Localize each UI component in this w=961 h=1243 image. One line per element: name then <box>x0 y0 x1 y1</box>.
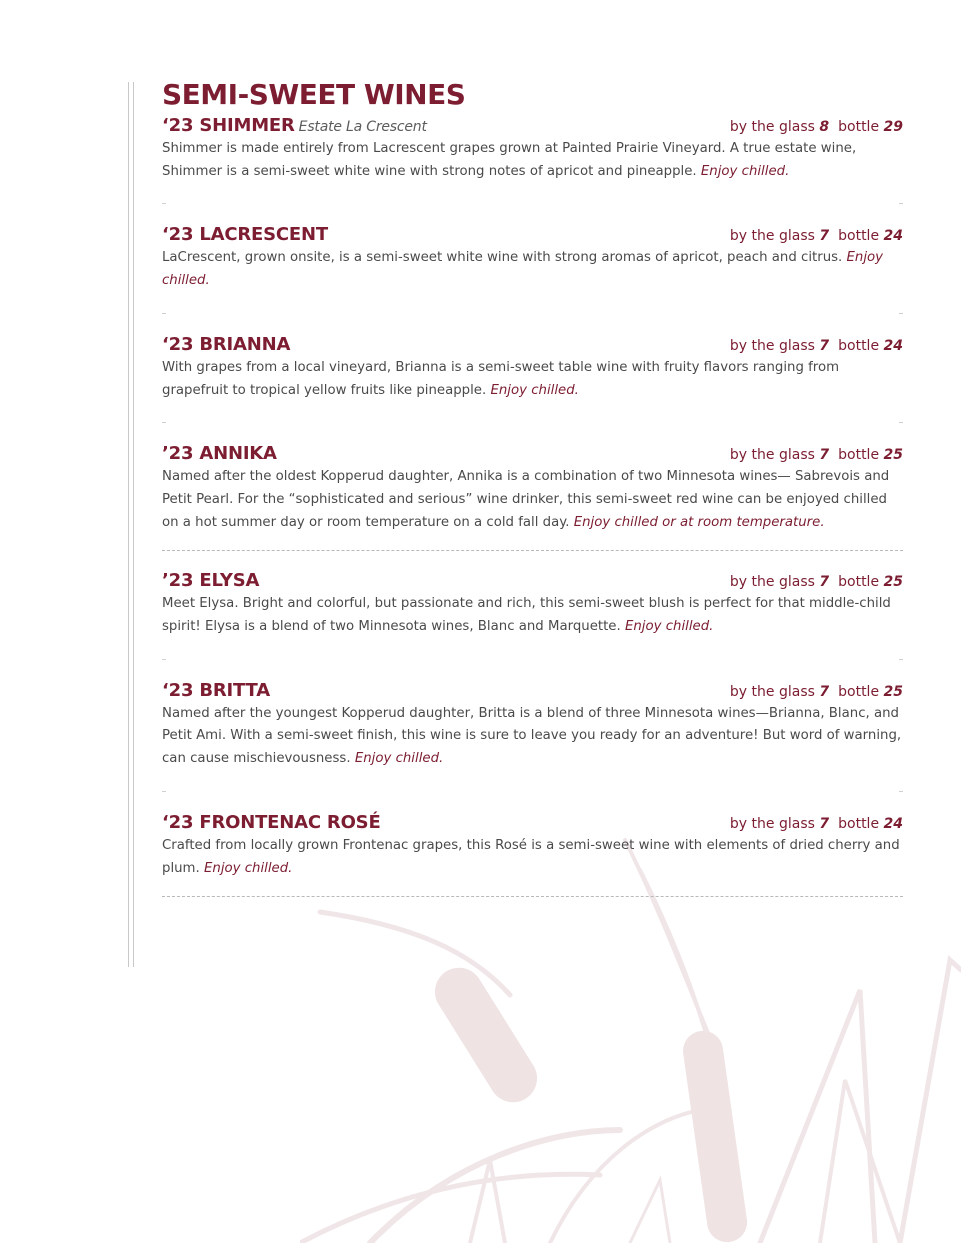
serving-note: Enjoy chilled or at room temperature. <box>573 514 825 530</box>
bottle-price: 25 <box>883 683 903 700</box>
serving-note: Enjoy chilled. <box>162 250 884 289</box>
wine-item-lacrescent <box>162 223 903 292</box>
glass-price: 7 <box>819 447 830 464</box>
margin-rule-left <box>128 82 129 967</box>
wine-item-elysa <box>162 569 903 638</box>
serving-note: Enjoy chilled. <box>624 619 714 635</box>
section-title: SEMI-SWEET WINES <box>162 78 466 111</box>
glass-price: 7 <box>819 228 830 245</box>
wine-name: ’23 ELYSA <box>162 570 260 592</box>
glass-price: 7 <box>819 815 830 832</box>
wine-description: Named after the oldest Kopperud daughter, Annika is a combination of two Minnesota wines— Sabrevois and Petit Pearl. For the “sophisticated and serious” wine drinker, this semi-sweet red wine can be enjoyed chilled on a hot summer day or room temperature on a cold fall day. Enjoy chilled or at room temperature. <box>162 469 890 530</box>
serving-note: Enjoy chilled. <box>203 860 293 876</box>
wine-description: Named after the youngest Kopperud daughter, Britta is a blend of three Minnesota wines—Brianna, Blanc, and Petit Ami. With a semi-sweet finish, this wine is sure to leave you ready for an adventure! But word of warning, can cause mischievousness. Enjoy chilled. <box>162 705 902 767</box>
wine-price: by the glass 7 bottle 24 <box>729 337 903 354</box>
wine-item-annika <box>162 442 903 534</box>
serving-note: Enjoy chilled. <box>354 751 444 767</box>
margin-rule-right <box>133 82 134 967</box>
glass-price: 7 <box>819 574 830 591</box>
serving-note: Enjoy chilled. <box>700 163 790 179</box>
wine-name: ‘23 BRITTA <box>162 679 270 701</box>
bottle-price: 29 <box>883 119 903 135</box>
wine-price: by the glass 8 bottle 29 <box>729 119 903 135</box>
wine-description: Crafted from locally grown Frontenac grapes, this Rosé is a semi-sweet wine with elements of dried cherry and plum. Enjoy chilled. <box>162 837 900 876</box>
wine-price: by the glass 7 bottle 25 <box>729 574 903 591</box>
bottle-price: 25 <box>883 574 903 591</box>
wine-name: ‘23 SHIMMER Estate La Crescent <box>162 115 427 136</box>
wine-item-brianna <box>162 333 903 402</box>
wine-name: ’23 ANNIKA <box>162 443 277 465</box>
wine-name: ‘23 LACRESCENT <box>162 224 328 246</box>
separator-dashed <box>162 896 903 897</box>
wine-name: ‘23 BRIANNA <box>162 333 291 355</box>
glass-price: 7 <box>819 337 830 354</box>
wine-item-frontenac-rose <box>162 811 903 880</box>
serving-note: Enjoy chilled. <box>490 382 579 398</box>
wine-description: LaCrescent, grown onsite, is a semi-sweet white wine with strong aromas of apricot, peach and citrus. Enjoy chilled. <box>162 250 884 289</box>
bottle-price: 24 <box>883 815 903 832</box>
glass-price: 8 <box>819 119 830 135</box>
wine-item-britta <box>162 679 903 771</box>
wine-item-shimmer <box>162 114 903 183</box>
wine-description: Shimmer is made entirely from Lacrescent grapes grown at Painted Prairie Vineyard. A true estate wine, Shimmer is a semi-sweet white wine with strong notes of apricot and pineapple. Enjoy chilled. <box>162 141 857 179</box>
wine-description: With grapes from a local vineyard, Brianna is a semi-sweet table wine with fruity flavors ranging from grapefruit to tropical yellow fruits like pineapple. Enjoy chilled. <box>162 359 840 398</box>
bottle-price: 24 <box>883 337 903 354</box>
wine-price: by the glass 7 bottle 25 <box>729 683 903 700</box>
wine-name: ‘23 FRONTENAC ROSÉ <box>162 811 381 833</box>
wine-price: by the glass 7 bottle 24 <box>729 815 903 832</box>
wine-price: by the glass 7 bottle 24 <box>729 228 903 245</box>
wine-price: by the glass 7 bottle 25 <box>729 447 903 464</box>
wine-subtitle: Estate La Crescent <box>298 119 427 135</box>
glass-price: 7 <box>819 683 830 700</box>
bottle-price: 24 <box>883 228 903 245</box>
wine-description: Meet Elysa. Bright and colorful, but passionate and rich, this semi-sweet blush is perfect for that middle-child spirit! Elysa is a blend of two Minnesota wines, Blanc and Marquette. Enjoy chilled. <box>162 596 891 635</box>
bottle-price: 25 <box>883 447 903 464</box>
wine-menu <box>162 78 903 897</box>
